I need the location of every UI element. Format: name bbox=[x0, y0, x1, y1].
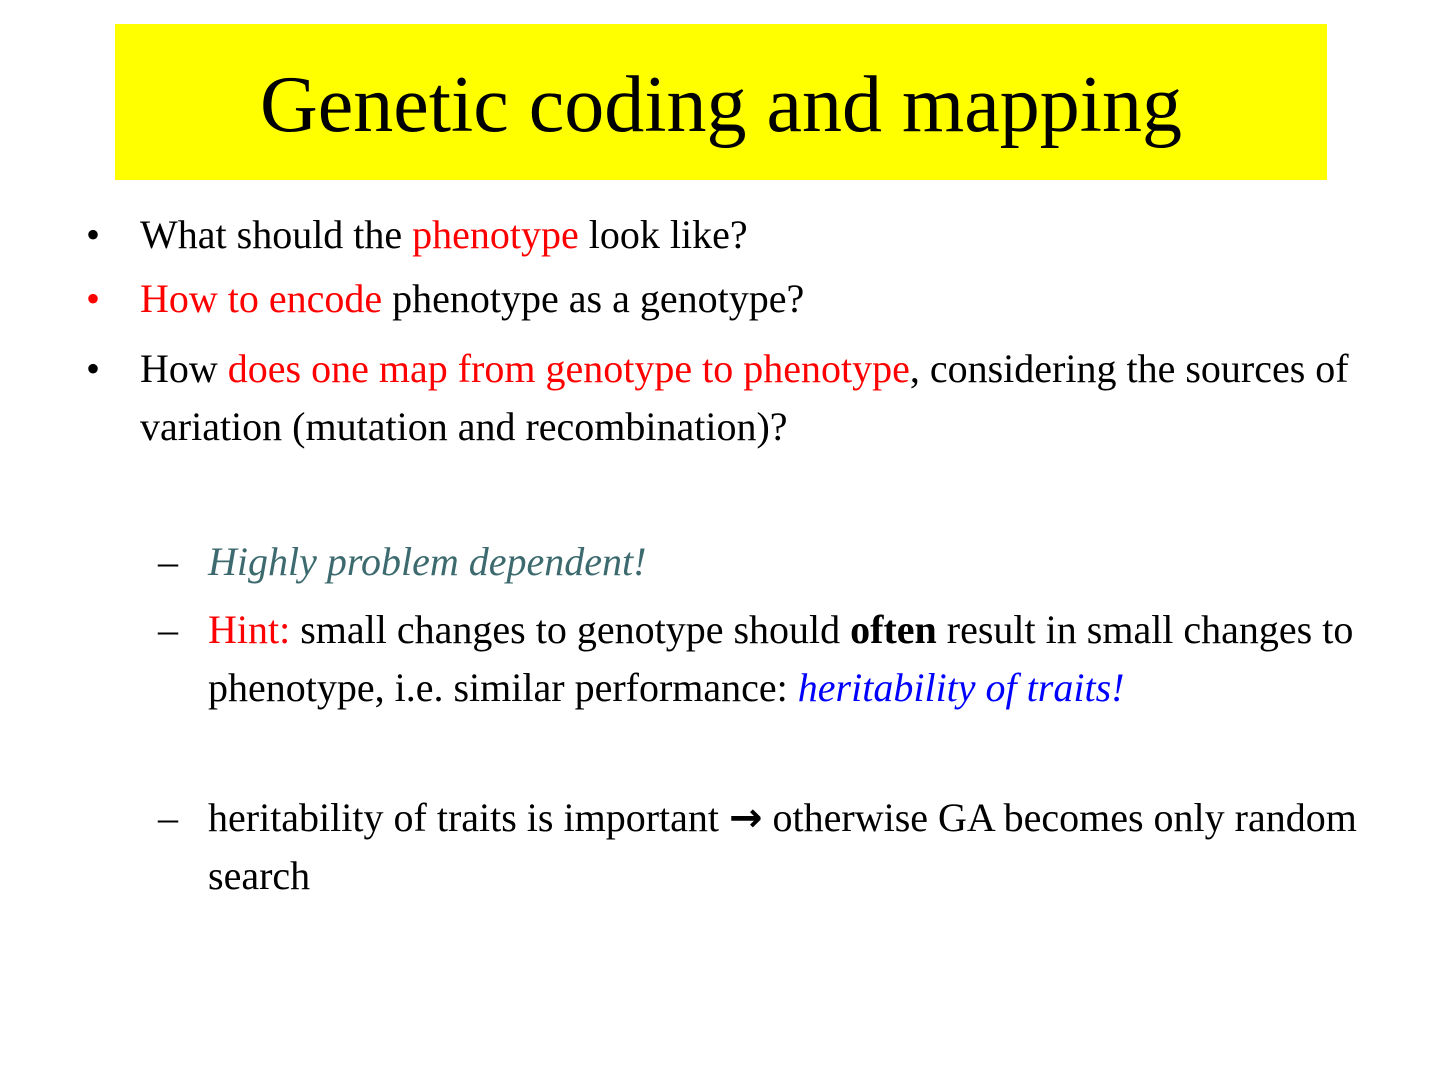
bullet-marker: • bbox=[86, 212, 101, 257]
bullet-emphasis: phenotype bbox=[412, 212, 579, 257]
bullet-text: look like? bbox=[578, 212, 748, 257]
bullet-text: How bbox=[140, 346, 228, 391]
bullet-item-mapping bbox=[86, 340, 1350, 456]
slide-title: Genetic coding and mapping bbox=[260, 61, 1182, 149]
subbullet-marker: – bbox=[158, 795, 178, 840]
subbullet-emphasis: heritability of traits! bbox=[797, 665, 1125, 710]
subbullet-text: small changes to genotype should bbox=[290, 607, 851, 652]
bullet-text: phenotype as a genotype? bbox=[382, 276, 805, 321]
subbullet-marker: – bbox=[158, 607, 178, 652]
right-arrow-icon: → bbox=[729, 795, 763, 841]
bullet-text: What should the bbox=[140, 212, 413, 257]
subbullet-emphasis: Highly problem dependent! bbox=[208, 539, 647, 584]
subbullet-text: heritability of traits is important bbox=[208, 795, 730, 840]
subbullet-marker: – bbox=[158, 539, 178, 584]
bullet-text: , considering the sources of variation (mutation and recombination)? bbox=[140, 346, 1349, 449]
bullet-emphasis: How to encode bbox=[140, 276, 383, 321]
slide-title-banner bbox=[115, 24, 1327, 180]
subbullet-item-problem-dependent bbox=[158, 533, 1358, 591]
subbullet-item-hint bbox=[158, 601, 1358, 717]
bullet-emphasis: does one map from genotype to phenotype bbox=[227, 346, 910, 391]
subbullet-text: result in small changes to phenotype, i.e. similar performance: bbox=[208, 607, 1354, 710]
bullet-item-encode bbox=[86, 270, 1350, 328]
bullet-item-phenotype bbox=[86, 206, 1350, 264]
subbullet-bold: often bbox=[850, 607, 937, 652]
subbullet-text: otherwise GA becomes only random search bbox=[208, 795, 1357, 898]
bullet-marker: • bbox=[86, 276, 101, 321]
subbullet-item-heritability bbox=[158, 789, 1358, 905]
bullet-marker: • bbox=[86, 346, 101, 391]
subbullet-emphasis: Hint: bbox=[208, 607, 291, 652]
